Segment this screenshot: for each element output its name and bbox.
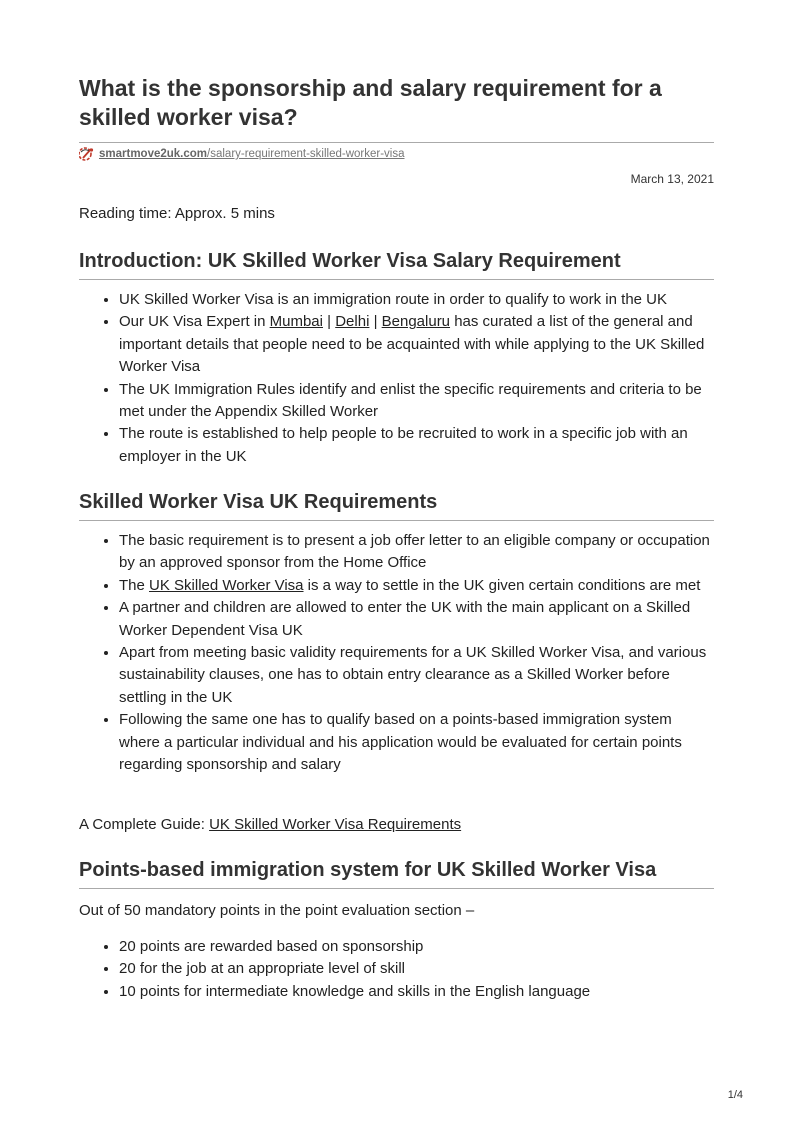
points-list bbox=[79, 936, 714, 1003]
list-item: • 20 points are rewarded based on sponsorship bbox=[119, 936, 714, 958]
publish-date: March 13, 2021 bbox=[630, 172, 714, 186]
list-item: • The basic requirement is to present a job offer letter to an eligible company or occupation by an approved sponsor from the Home Office bbox=[119, 530, 714, 575]
link-separator: | bbox=[322, 313, 336, 331]
list-item bbox=[119, 575, 714, 597]
section-heading-requirements: Skilled Worker Visa UK Requirements bbox=[79, 489, 714, 521]
complete-guide-line bbox=[79, 814, 461, 836]
list-item: • A partner and children are allowed to enter the UK with the main applicant on a Skilled Worker Dependent Visa UK bbox=[119, 597, 714, 642]
list-item: • The route is established to help people to be recruited to work in a specific job with an employer in the UK bbox=[119, 423, 714, 468]
mumbai-link[interactable]: Mumbai bbox=[269, 313, 323, 331]
list-item-text: The bbox=[119, 576, 150, 594]
reading-time: Reading time: Approx. 5 mins bbox=[79, 205, 275, 222]
list-item bbox=[119, 311, 714, 378]
page-number: 1/4 bbox=[727, 1089, 743, 1101]
link-separator: | bbox=[369, 313, 382, 331]
list-item-text: Our UK Visa Expert in bbox=[119, 313, 270, 331]
list-item: • Apart from meeting basic validity requirements for a UK Skilled Worker Visa, and various sustainability clauses, one has to obtain entry clearance as a Skilled Worker before settling in the UK bbox=[119, 642, 714, 709]
delhi-link[interactable]: Delhi bbox=[335, 313, 370, 331]
section-heading-points-system: Points-based immigration system for UK Skilled Worker Visa bbox=[79, 857, 714, 889]
source-path[interactable]: /salary-requirement-skilled-worker-visa bbox=[207, 148, 405, 160]
points-intro: Out of 50 mandatory points in the point evaluation section – bbox=[79, 902, 475, 919]
page-title: What is the sponsorship and salary requirement for a skilled worker visa? bbox=[79, 74, 714, 143]
skilled-worker-visa-link[interactable]: UK Skilled Worker Visa bbox=[149, 576, 304, 594]
source-domain[interactable]: smartmove2uk.com bbox=[99, 148, 208, 160]
list-item-text: is a way to settle in the UK given certain conditions are met bbox=[303, 576, 701, 594]
list-item: • The UK Immigration Rules identify and enlist the specific requirements and criteria to be met under the Appendix Skilled Worker bbox=[119, 379, 714, 424]
introduction-list bbox=[79, 289, 714, 468]
smartmove-logo-icon bbox=[79, 146, 95, 162]
list-item: • UK Skilled Worker Visa is an immigration route in order to qualify to work in the UK bbox=[119, 289, 714, 311]
list-item: • Following the same one has to qualify based on a points-based immigration system where a particular individual and his application would be evaluated for certain points regarding sponsorship and salary bbox=[119, 709, 714, 776]
section-heading-introduction: Introduction: UK Skilled Worker Visa Salary Requirement bbox=[79, 248, 714, 280]
guide-prefix: A Complete Guide: bbox=[79, 816, 210, 833]
bengaluru-link[interactable]: Bengaluru bbox=[381, 313, 451, 331]
list-item: • 10 points for intermediate knowledge and skills in the English language bbox=[119, 981, 714, 1003]
source-url[interactable] bbox=[79, 146, 405, 162]
list-item: • 20 for the job at an appropriate level of skill bbox=[119, 958, 714, 980]
requirements-guide-link[interactable]: UK Skilled Worker Visa Requirements bbox=[209, 816, 462, 833]
list-item-text: has curated a list of the general and important details that people need to be acquainted with while applying to the UK Skilled Worker Visa bbox=[119, 313, 705, 376]
requirements-list bbox=[79, 530, 714, 776]
